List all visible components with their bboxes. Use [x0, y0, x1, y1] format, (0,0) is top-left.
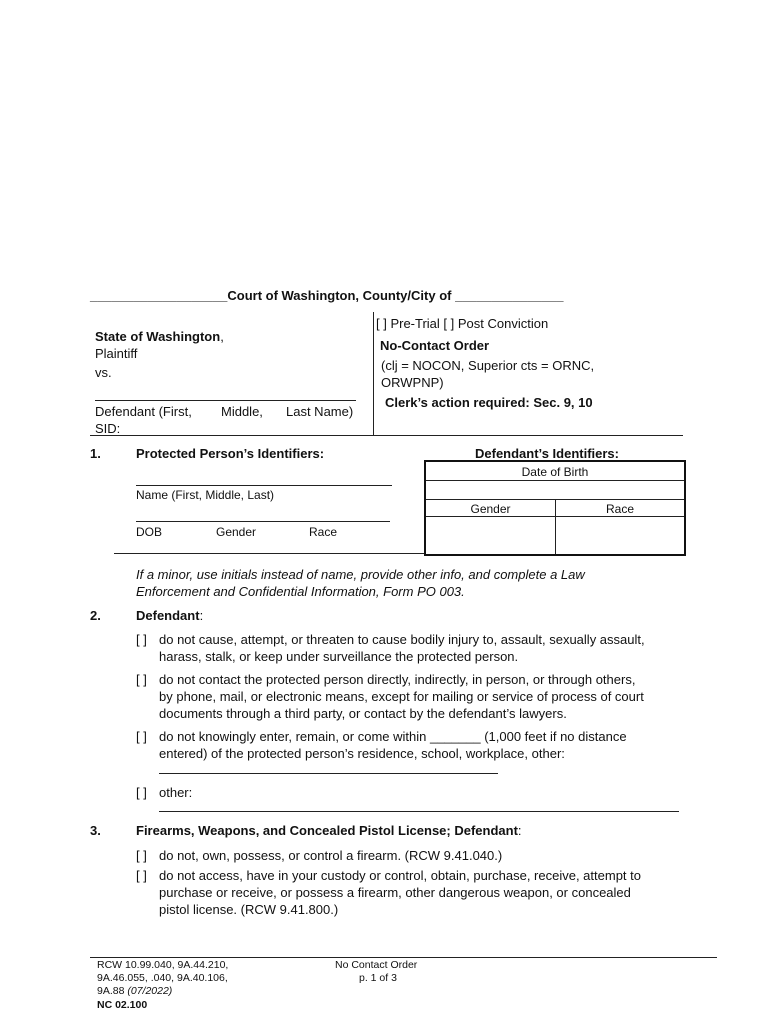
minor-note-line2: Enforcement and Confidential Information, Form PO 003. [136, 584, 465, 599]
defendant-last-label: Last Name) [286, 404, 354, 419]
section2-colon: : [199, 608, 204, 623]
plaintiff-state: State of Washington [95, 329, 221, 344]
order-type-checkboxes: [ ] Pre-Trial [ ] Post Conviction [376, 316, 549, 331]
s2-item2-line2: by phone, mail, or electronic means, except for mailing or service of process of court [159, 689, 644, 704]
s2-item4-checkbox[interactable]: [ ] [136, 785, 147, 800]
footer-page-number: p. 1 of 3 [359, 972, 397, 984]
protected-dob-label: DOB [136, 525, 163, 539]
plaintiff-label: Plaintiff [95, 346, 138, 361]
s2-item1-line1: do not cause, attempt, or threaten to cause bodily injury to, assault, sexually assault, [159, 632, 645, 647]
footer-rcw-line2: 9A.46.055, .040, 9A.40.106, [97, 972, 228, 984]
s2-item3-blank-line[interactable] [159, 773, 498, 774]
order-code-line1: (clj = NOCON, Superior cts = ORNC, [381, 358, 595, 373]
s2-item3-checkbox[interactable]: [ ] [136, 729, 147, 744]
s3-item2-line1: do not access, have in your custody or control, obtain, purchase, receive, attempt to [159, 868, 641, 883]
section1-number: 1. [90, 446, 101, 461]
s2-item2-line1: do not contact the protected person directly, indirectly, in person, or through others, [159, 672, 636, 687]
section3-colon: : [517, 823, 522, 838]
s3-item1-line1: do not, own, possess, or control a firearm. (RCW 9.41.040.) [159, 848, 503, 863]
section3-heading-text: Firearms, Weapons, and Concealed Pistol License; Defendant [136, 823, 518, 838]
defendant-identifiers-table [424, 460, 686, 556]
section1-heading: Protected Person’s Identifiers: [136, 446, 325, 461]
s2-item1-checkbox[interactable]: [ ] [136, 632, 147, 647]
table-rule-1 [426, 480, 684, 481]
footer-rcw-line1: RCW 10.99.040, 9A.44.210, [97, 959, 229, 971]
section3-heading [136, 823, 522, 838]
protected-race-label: Race [309, 525, 338, 539]
defendant-identifiers-heading: Defendant’s Identifiers: [475, 446, 619, 461]
caption-divider [373, 312, 374, 436]
s2-item2-line3: documents through a third party, or contact by the defendant’s lawyers. [159, 706, 567, 721]
table-column-divider [555, 499, 556, 554]
protected-dob-line [136, 521, 390, 522]
plaintiff-name [95, 329, 224, 344]
order-title: No-Contact Order [380, 338, 490, 353]
footer-doc-title: No Contact Order [335, 959, 418, 971]
s3-item1-checkbox[interactable]: [ ] [136, 848, 147, 863]
protected-name-label: Name (First, Middle, Last) [136, 488, 275, 502]
section2-heading [136, 608, 203, 623]
s2-item1-line2: harass, stalk, or keep under surveillance the protected person. [159, 649, 519, 664]
s3-item2-line3: pistol license. (RCW 9.41.800.) [159, 902, 339, 917]
s2-item4-blank-line[interactable] [159, 811, 679, 812]
footer-rcw-line3 [97, 985, 172, 997]
defendant-gender-header: Gender [470, 502, 511, 516]
footer-form-code: NC 02.100 [97, 999, 148, 1011]
clerk-action: Clerk’s action required: Sec. 9, 10 [385, 395, 593, 410]
caption-bottom-rule [90, 435, 683, 436]
footer-rcw-9a88: 9A.88 [97, 985, 128, 997]
versus-label: vs. [95, 365, 112, 380]
s3-item2-checkbox[interactable]: [ ] [136, 868, 147, 883]
plaintiff-comma: , [220, 329, 224, 344]
s3-item2-line2: purchase or receive, or possess a firearm, other dangerous weapon, or concealed [159, 885, 631, 900]
defendant-first-label: Defendant (First, [95, 404, 192, 419]
court-header-title: ___________________Court of Washington, County/City of _______________ [90, 288, 564, 303]
s2-item4-line1: other: [159, 785, 193, 800]
footer-rule [90, 957, 717, 958]
defendant-name-line [95, 400, 356, 401]
s2-item2-checkbox[interactable]: [ ] [136, 672, 147, 687]
footer-revision-date: (07/2022) [127, 985, 173, 997]
order-code-line2: ORWPNP) [381, 375, 444, 390]
defendant-dob-header: Date of Birth [521, 465, 589, 479]
minor-note-line1: If a minor, use initials instead of name, provide other info, and complete a Law [136, 567, 585, 582]
s2-item3-line2: entered) of the protected person’s residence, school, workplace, other: [159, 746, 565, 761]
section2-number: 2. [90, 608, 101, 623]
protected-name-line [136, 485, 392, 486]
sid-label: SID: [95, 421, 121, 436]
section2-heading-text: Defendant [136, 608, 200, 623]
protected-gender-label: Gender [216, 525, 257, 539]
section1-divider-line [114, 553, 426, 554]
section3-number: 3. [90, 823, 101, 838]
s2-item3-line1: do not knowingly enter, remain, or come within _______ (1,000 feet if no distance [159, 729, 627, 744]
defendant-middle-label: Middle, [221, 404, 263, 419]
defendant-race-header: Race [605, 502, 634, 516]
